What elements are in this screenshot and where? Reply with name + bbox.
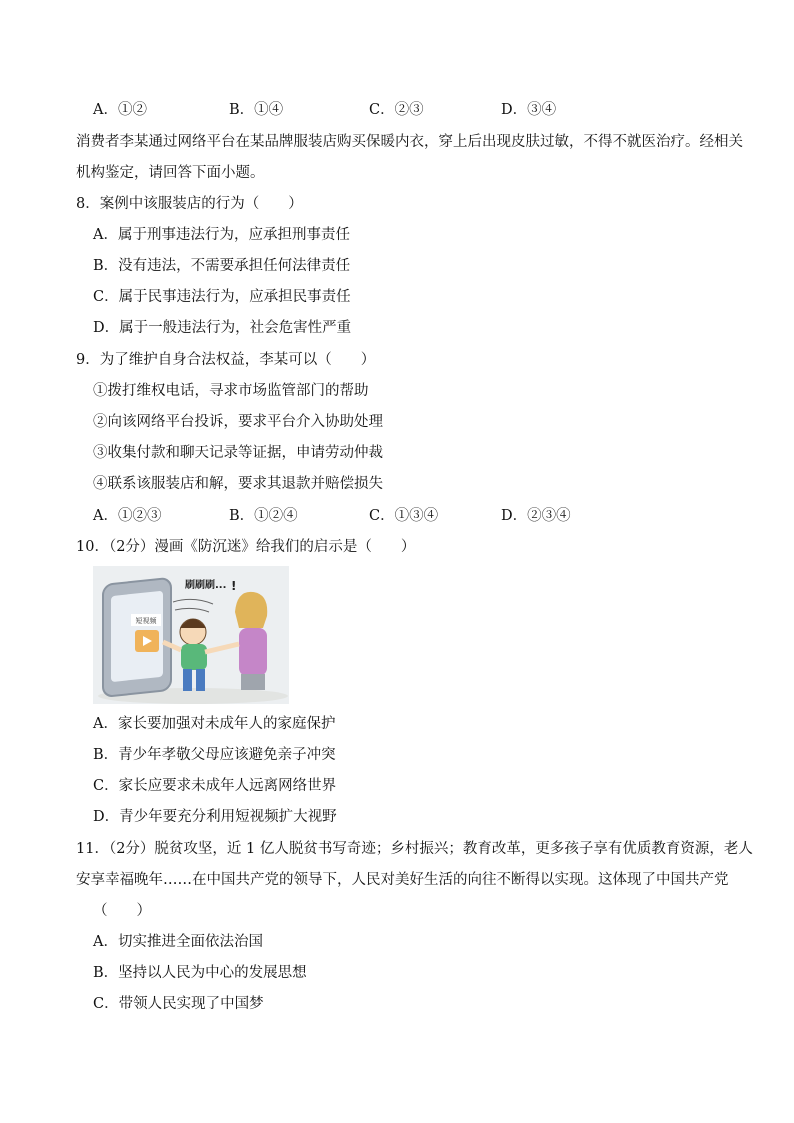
q9-option-d[interactable]: D．②③④ — [501, 508, 571, 524]
q11-option-b[interactable]: B．坚持以人民为中心的发展思想 — [93, 965, 307, 981]
q8-option-c[interactable]: C．属于民事违法行为，应承担民事责任 — [93, 289, 351, 305]
comic-image — [93, 566, 289, 704]
q9-options — [93, 506, 733, 526]
q9-statement-1: ①拨打维权电话，寻求市场监管部门的帮助 — [93, 383, 369, 399]
q7-options — [93, 100, 733, 120]
q10-option-c[interactable]: C．家长应要求未成年人远离网络世界 — [93, 778, 337, 794]
phone-illustration — [103, 578, 171, 697]
q9-option-b[interactable]: B．①②④ — [229, 508, 298, 524]
q9-statement-3: ③收集付款和聊天记录等证据，申请劳动仲裁 — [93, 445, 383, 461]
q9-option-a[interactable]: A．①②③ — [93, 508, 162, 524]
q10-option-d[interactable]: D．青少年要充分利用短视频扩大视野 — [93, 809, 337, 825]
q11-stem-line-2: 安享幸福晚年……在中国共产党的领导下，人民对美好生活的向往不断得以实现。这体现了中国共产党 — [76, 872, 729, 888]
svg-text:!: ! — [231, 579, 237, 593]
q8-option-d[interactable]: D．属于一般违法行为，社会危害性严重 — [93, 320, 352, 336]
q7-option-d[interactable]: D．③④ — [501, 102, 557, 118]
q10-option-b[interactable]: B．青少年孝敬父母应该避免亲子冲突 — [93, 747, 336, 763]
q10-stem: 10．（2分）漫画《防沉迷》给我们的启示是（ ） — [76, 539, 416, 555]
q10-option-a[interactable]: A．家长要加强对未成年人的家庭保护 — [93, 716, 336, 732]
q9-option-c[interactable]: C．①③④ — [369, 508, 439, 524]
q9-statement-4: ④联系该服装店和解，要求其退款并赔偿损失 — [93, 476, 383, 492]
q11-option-c[interactable]: C．带领人民实现了中国梦 — [93, 996, 264, 1012]
q8-option-a[interactable]: A．属于刑事违法行为，应承担刑事责任 — [93, 227, 350, 243]
q11-stem-line-1: 11．（2分）脱贫攻坚，近 1 亿人脱贫书写奇迹；乡村振兴；教育改革，更多孩子享有优质教育资源，老人 — [76, 841, 753, 857]
q9-stem: 9．为了维护自身合法权益，李某可以（ ） — [76, 352, 376, 368]
q11-option-a[interactable]: A．切实推进全面依法治国 — [93, 934, 263, 950]
q7-option-c[interactable]: C．②③ — [369, 102, 424, 118]
phone-label: 短视频 — [135, 617, 157, 625]
comic-bubble-text: 刷刷刷... — [185, 580, 227, 591]
q11-stem-line-3: （ ） — [93, 903, 151, 919]
q8-option-b[interactable]: B．没有违法，不需要承担任何法律责任 — [93, 258, 351, 274]
case-text-line-1: 消费者李某通过网络平台在某品牌服装店购买保暖内衣，穿上后出现皮肤过敏，不得不就医治疗。经相关 — [76, 134, 743, 150]
q9-statement-2: ②向该网络平台投诉，要求平台介入协助处理 — [93, 414, 383, 430]
q8-stem: 8．案例中该服装店的行为（ ） — [76, 196, 303, 212]
q7-option-a[interactable]: A．①② — [93, 102, 147, 118]
case-text-line-2: 机构鉴定，请回答下面小题。 — [76, 165, 265, 181]
q7-option-b[interactable]: B．①④ — [229, 102, 284, 118]
